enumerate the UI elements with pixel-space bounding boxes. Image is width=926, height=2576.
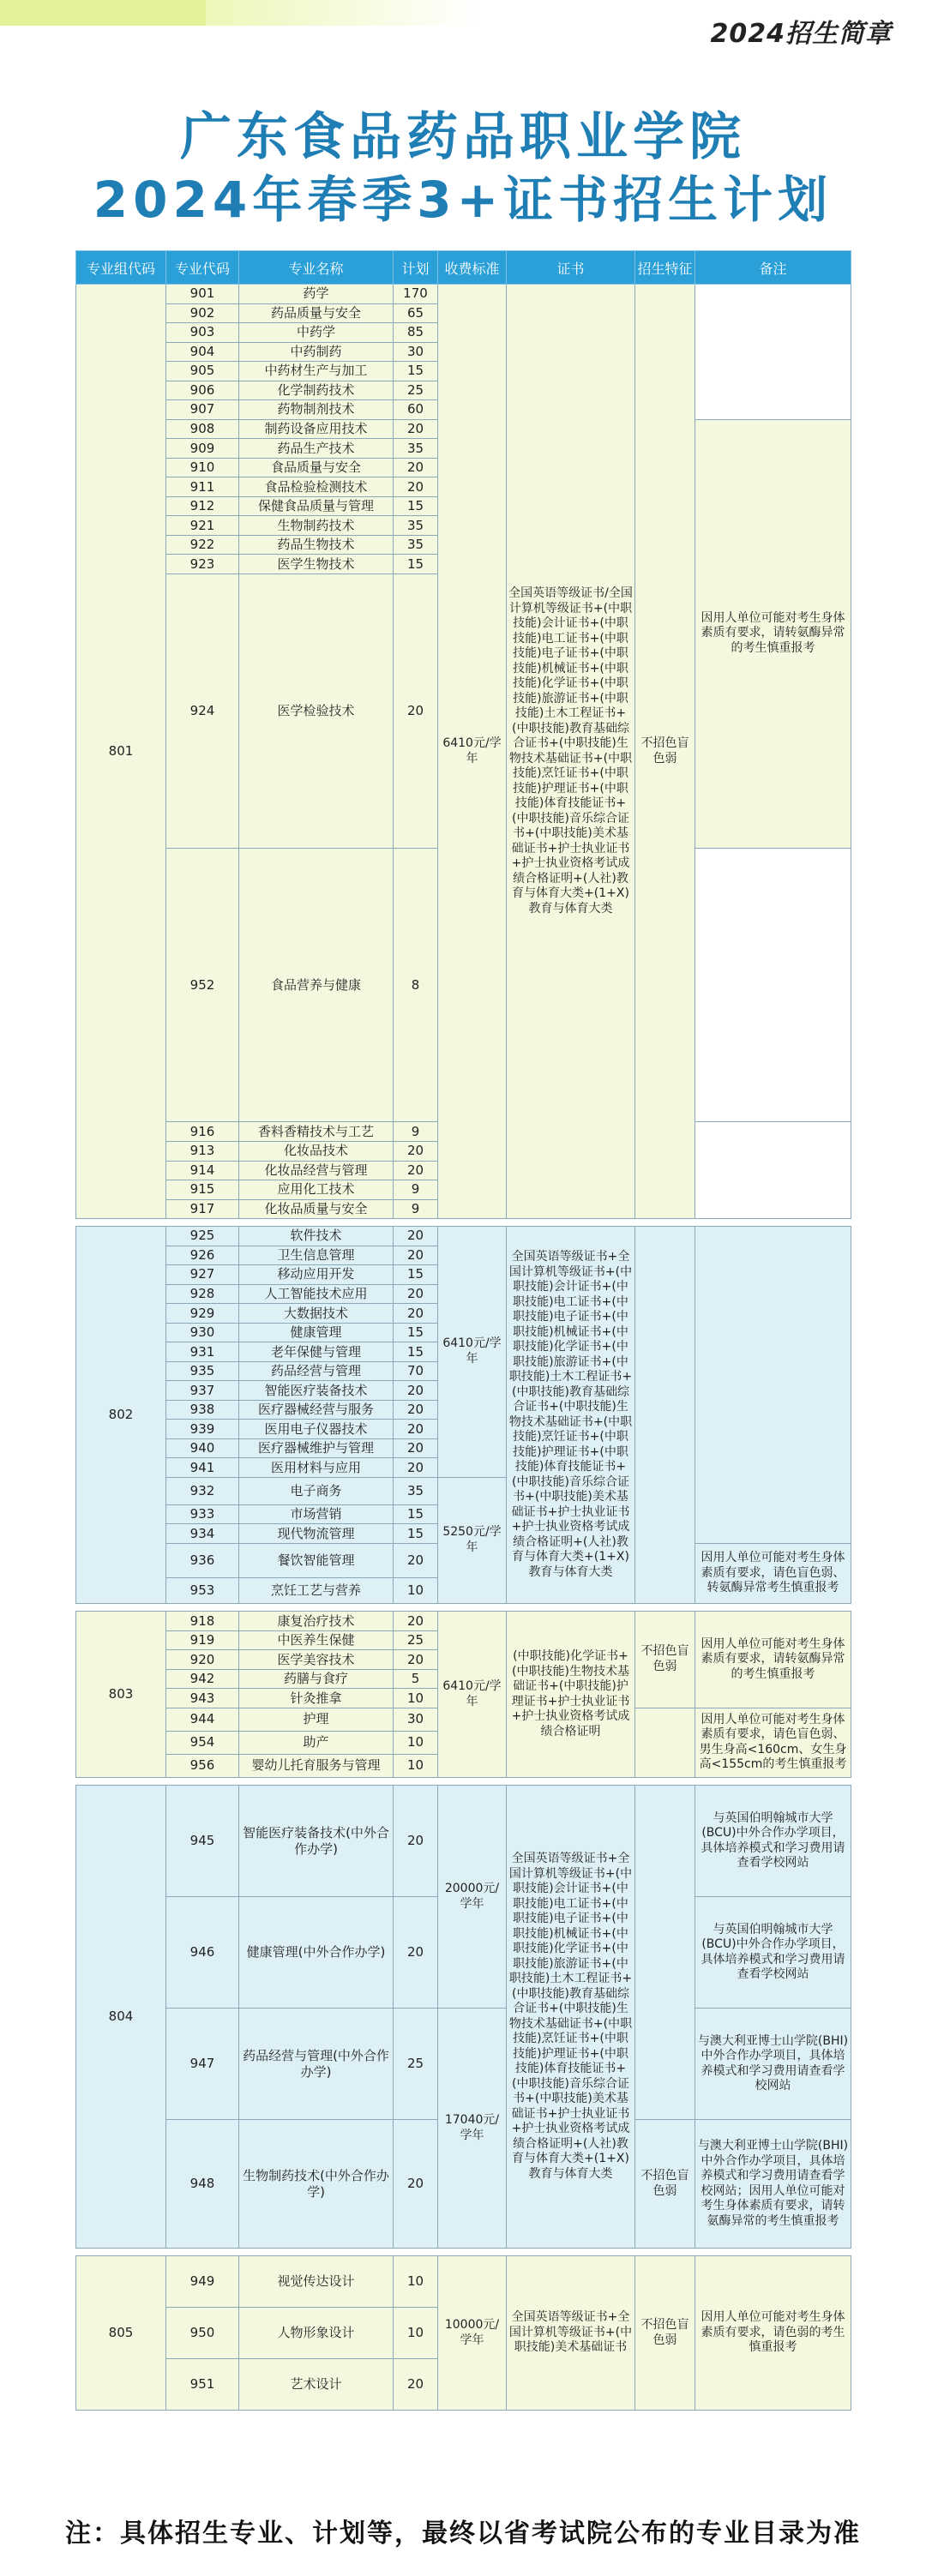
plan-count: 20 [394, 1304, 438, 1324]
col-header-plan: 计划 [394, 251, 438, 285]
group-code: 804 [76, 1786, 166, 2249]
cert-requirements: 全国英语等级证书/全国计算机等级证书+(中职技能)会计证书+(中职技能)电工证书+(中职技能)电子证书+(中职技能)机械证书+(中职技能)化学证书+(中职技能)旅游证书+(中职技能)土木工程证书+(中职技能)教育基础综合证书+(中职技能)生物技术基础证书+(中职技能)烹饪证书+(中职技能)护理证书+(中职技能)体育技能证书+(中职技能)音乐综合证书+(中职技能)美术基础证书+护士执业证书+护士执业资格考试成绩合格证明+(人社)教育与体育大类+(1+X)教育与体育大类 [507, 285, 635, 1219]
major-code: 907 [166, 400, 239, 420]
major-code: 946 [166, 1897, 239, 2009]
school-title: 广东食品药品职业学院 [180, 107, 746, 167]
note-color-liver: 因用人单位可能对考生身体素质有要求，请色盲色弱、转氨酶异常考生慎重报考 [695, 1543, 851, 1603]
plan-count: 35 [394, 535, 438, 555]
major-code: 943 [166, 1689, 239, 1708]
fee: 6410元/学年 [438, 1612, 507, 1778]
major-name: 化妆品经营与管理 [239, 1161, 394, 1180]
plan-count: 20 [394, 2120, 438, 2249]
major-name: 市场营销 [239, 1504, 394, 1524]
plan-count: 20 [394, 1786, 438, 1897]
major-code: 901 [166, 285, 239, 304]
col-header-cert: 证书 [507, 251, 635, 285]
major-name: 医学美容技术 [239, 1650, 394, 1670]
group-code: 801 [76, 285, 166, 1219]
major-code: 914 [166, 1161, 239, 1180]
plan-count: 20 [394, 1400, 438, 1420]
enroll-feature: 不招色盲色弱 [635, 2120, 695, 2249]
table-row [76, 285, 851, 304]
major-name: 移动应用开发 [239, 1265, 394, 1285]
fee: 6410元/学年 [438, 285, 507, 1219]
enroll-feature [635, 1708, 695, 1777]
table-row [76, 1612, 851, 1631]
major-name: 药学 [239, 285, 394, 304]
major-code: 937 [166, 1381, 239, 1401]
plan-count: 20 [394, 1438, 438, 1458]
major-code: 947 [166, 2009, 239, 2120]
major-code: 945 [166, 1786, 239, 1897]
note-partner: 与英国伯明翰城市大学(BCU)中外合作办学项目，具体培养模式和学习费用请查看学校网站 [695, 1786, 851, 1897]
major-name: 中药制药 [239, 342, 394, 362]
major-name: 现代物流管理 [239, 1524, 394, 1544]
major-name: 软件技术 [239, 1227, 394, 1246]
enroll-feature: 不招色盲色弱 [635, 285, 695, 1219]
major-code: 925 [166, 1227, 239, 1246]
note-partner: 与澳大利亚博士山学院(BHI)中外合作办学项目，具体培养模式和学习费用请查看学校网站 [695, 2009, 851, 2120]
note-partner: 与澳大利亚博士山学院(BHI)中外合作办学项目，具体培养模式和学习费用请查看学校网站；因用人单位可能对考生身体素质有要求，请转氨酶异常的考生慎重报考 [695, 2120, 851, 2249]
plan-count: 20 [394, 1897, 438, 2009]
major-code: 941 [166, 1458, 239, 1478]
group-gap [76, 1778, 851, 1786]
major-name: 助产 [239, 1731, 394, 1754]
plan-count: 15 [394, 1342, 438, 1362]
major-code: 933 [166, 1504, 239, 1524]
table-header-row [76, 251, 851, 285]
major-code: 909 [166, 439, 239, 459]
fee: 20000元/学年 [438, 1786, 507, 2009]
plan-count: 20 [394, 1161, 438, 1180]
major-code: 910 [166, 458, 239, 477]
major-code: 923 [166, 555, 239, 574]
plan-count: 10 [394, 1731, 438, 1754]
plan-count: 9 [394, 1122, 438, 1142]
plan-count: 70 [394, 1361, 438, 1381]
plan-count: 20 [394, 1650, 438, 1670]
plan-count: 20 [394, 1284, 438, 1304]
major-code: 921 [166, 516, 239, 536]
major-name: 医用电子仪器技术 [239, 1420, 394, 1439]
major-code: 915 [166, 1180, 239, 1200]
table-row [76, 1227, 851, 1246]
major-code: 902 [166, 303, 239, 323]
plan-count: 20 [394, 1246, 438, 1265]
group-code: 805 [76, 2256, 166, 2411]
note-colorweak: 因用人单位可能对考生身体素质有要求，请色弱的考生慎重报考 [695, 2256, 851, 2411]
major-name: 康复治疗技术 [239, 1612, 394, 1631]
major-name: 护理 [239, 1708, 394, 1731]
col-header-note: 备注 [695, 251, 851, 285]
major-code: 927 [166, 1265, 239, 1285]
top-bar-green [0, 0, 206, 26]
major-name: 药品质量与安全 [239, 303, 394, 323]
major-code: 912 [166, 496, 239, 516]
major-name: 中药材生产与加工 [239, 362, 394, 381]
major-code: 930 [166, 1323, 239, 1342]
major-code: 906 [166, 381, 239, 400]
major-code: 903 [166, 323, 239, 343]
plan-count: 15 [394, 1504, 438, 1524]
plan-count: 25 [394, 1630, 438, 1650]
major-name: 药物制剂技术 [239, 400, 394, 420]
col-header-group-code: 专业组代码 [76, 251, 166, 285]
major-name: 健康管理 [239, 1323, 394, 1342]
major-code: 944 [166, 1708, 239, 1731]
cert-requirements: 全国英语等级证书+全国计算机等级证书+(中职技能)会计证书+(中职技能)电工证书+(中职技能)电子证书+(中职技能)机械证书+(中职技能)化学证书+(中职技能)旅游证书+(中职技能)土木工程证书+(中职技能)教育基础综合证书+(中职技能)生物技术基础证书+(中职技能)烹饪证书+(中职技能)护理证书+(中职技能)体育技能证书+(中职技能)音乐综合证书+(中职技能)美术基础证书+护士执业证书+护士执业资格考试成绩合格证明+(人社)教育与体育大类+(1+X)教育与体育大类 [507, 1227, 635, 1604]
major-code: 939 [166, 1420, 239, 1439]
group-code: 802 [76, 1227, 166, 1604]
plan-count: 9 [394, 1199, 438, 1219]
note-liver: 因用人单位可能对考生身体素质有要求，请转氨酶异常的考生慎重报考 [695, 1612, 851, 1708]
table-row [76, 1786, 851, 1897]
plan-count: 20 [394, 2359, 438, 2411]
plan-count: 25 [394, 381, 438, 400]
major-code: 919 [166, 1630, 239, 1650]
table-row [76, 2009, 851, 2120]
major-name: 中医养生保健 [239, 1630, 394, 1650]
major-name: 食品质量与安全 [239, 458, 394, 477]
plan-count: 8 [394, 848, 438, 1122]
major-name: 食品营养与健康 [239, 848, 394, 1122]
major-name: 香料香精技术与工艺 [239, 1122, 394, 1142]
major-code: 920 [166, 1650, 239, 1670]
enroll-feature: 不招色盲色弱 [635, 1612, 695, 1708]
plan-count: 10 [394, 2256, 438, 2308]
fee: 5250元/学年 [438, 1477, 507, 1603]
enroll-feature [635, 1786, 695, 2120]
group-gap [76, 2249, 851, 2256]
plan-count: 15 [394, 496, 438, 516]
major-code: 935 [166, 1361, 239, 1381]
major-name: 医学检验技术 [239, 573, 394, 848]
major-name: 医用材料与应用 [239, 1458, 394, 1478]
plan-count: 15 [394, 362, 438, 381]
note-liver: 因用人单位可能对考生身体素质有要求，请转氨酶异常的考生慎重报考 [695, 419, 851, 848]
plan-count: 65 [394, 303, 438, 323]
note-blank [695, 285, 851, 420]
plan-count: 5 [394, 1669, 438, 1689]
enroll-feature: 不招色盲色弱 [635, 2256, 695, 2411]
plan-count: 35 [394, 1477, 438, 1504]
major-code: 952 [166, 848, 239, 1122]
plan-count: 15 [394, 1524, 438, 1544]
major-code: 940 [166, 1438, 239, 1458]
major-name: 药品经营与管理(中外合作办学) [239, 2009, 394, 2120]
brochure-tag: 2024招生简章 [710, 19, 892, 49]
plan-count: 20 [394, 573, 438, 848]
major-name: 生物制药技术 [239, 516, 394, 536]
major-name: 药品生物技术 [239, 535, 394, 555]
enroll-feature [635, 1227, 695, 1604]
major-code: 918 [166, 1612, 239, 1631]
major-code: 934 [166, 1524, 239, 1544]
major-name: 针灸推拿 [239, 1689, 394, 1708]
major-name: 婴幼儿托育服务与管理 [239, 1754, 394, 1777]
major-code: 932 [166, 1477, 239, 1504]
major-name: 应用化工技术 [239, 1180, 394, 1200]
col-header-fee: 收费标准 [438, 251, 507, 285]
plan-count: 20 [394, 477, 438, 497]
note-height: 因用人单位可能对考生身体素质有要求，请色盲色弱、男生身高<160cm、女生身高<155cm的考生慎重报考 [695, 1708, 851, 1777]
major-code: 913 [166, 1142, 239, 1162]
plan-count: 10 [394, 1754, 438, 1777]
plan-count: 15 [394, 1265, 438, 1285]
major-code: 956 [166, 1754, 239, 1777]
plan-count: 20 [394, 1612, 438, 1631]
major-name: 智能医疗装备技术 [239, 1381, 394, 1401]
major-code: 936 [166, 1543, 239, 1577]
note-blank [695, 1122, 851, 1219]
group-gap [76, 1219, 851, 1227]
plan-count: 20 [394, 1381, 438, 1401]
major-code: 905 [166, 362, 239, 381]
major-code: 917 [166, 1199, 239, 1219]
plan-count: 9 [394, 1180, 438, 1200]
major-name: 药品生产技术 [239, 439, 394, 459]
major-code: 926 [166, 1246, 239, 1265]
major-code: 950 [166, 2308, 239, 2359]
fee: 17040元/学年 [438, 2009, 507, 2249]
major-name: 人工智能技术应用 [239, 1284, 394, 1304]
plan-count: 10 [394, 1689, 438, 1708]
major-code: 911 [166, 477, 239, 497]
major-code: 924 [166, 573, 239, 848]
plan-count: 20 [394, 1420, 438, 1439]
major-name: 电子商务 [239, 1477, 394, 1504]
major-code: 916 [166, 1122, 239, 1142]
major-name: 大数据技术 [239, 1304, 394, 1324]
major-name: 保健食品质量与管理 [239, 496, 394, 516]
major-name: 药膳与食疗 [239, 1669, 394, 1689]
plan-count: 10 [394, 1577, 438, 1604]
plan-count: 20 [394, 458, 438, 477]
major-code: 904 [166, 342, 239, 362]
plan-count: 20 [394, 1543, 438, 1577]
major-name: 医疗器械维护与管理 [239, 1438, 394, 1458]
major-name: 化学制药技术 [239, 381, 394, 400]
group-gap [76, 1604, 851, 1612]
major-name: 卫生信息管理 [239, 1246, 394, 1265]
plan-count: 60 [394, 400, 438, 420]
cert-requirements: 全国英语等级证书+全国计算机等级证书+(中职技能)会计证书+(中职技能)电工证书+(中职技能)电子证书+(中职技能)机械证书+(中职技能)化学证书+(中职技能)旅游证书+(中职技能)土木工程证书+(中职技能)教育基础综合证书+(中职技能)生物技术基础证书+(中职技能)烹饪证书+(中职技能)护理证书+(中职技能)体育技能证书+(中职技能)音乐综合证书+(中职技能)美术基础证书+护士执业证书+护士执业资格考试成绩合格证明+(人社)教育与体育大类+(1+X)教育与体育大类 [507, 1786, 635, 2249]
major-code: 931 [166, 1342, 239, 1362]
footnote: 注：具体招生专业、计划等，最终以省考试院公布的专业目录为准 [65, 2519, 861, 2549]
major-name: 智能医疗装备技术(中外合作办学) [239, 1786, 394, 1897]
plan-count: 20 [394, 1142, 438, 1162]
plan-count: 35 [394, 516, 438, 536]
major-code: 938 [166, 1400, 239, 1420]
cert-requirements: 全国英语等级证书+全国计算机等级证书+(中职技能)美术基础证书 [507, 2256, 635, 2411]
plan-count: 20 [394, 1227, 438, 1246]
major-name: 艺术设计 [239, 2359, 394, 2411]
major-code: 922 [166, 535, 239, 555]
major-name: 中药学 [239, 323, 394, 343]
major-name: 化妆品质量与安全 [239, 1199, 394, 1219]
major-name: 制药设备应用技术 [239, 419, 394, 439]
col-header-major-code: 专业代码 [166, 251, 239, 285]
major-code: 953 [166, 1577, 239, 1604]
major-code: 948 [166, 2120, 239, 2249]
plan-count: 85 [394, 323, 438, 343]
major-name: 烹饪工艺与营养 [239, 1577, 394, 1604]
table-row [76, 2256, 851, 2308]
major-code: 942 [166, 1669, 239, 1689]
top-bar-fade [206, 0, 480, 26]
plan-count: 20 [394, 1458, 438, 1478]
major-code: 908 [166, 419, 239, 439]
plan-count: 170 [394, 285, 438, 304]
plan-count: 15 [394, 1323, 438, 1342]
major-name: 食品检验检测技术 [239, 477, 394, 497]
major-code: 954 [166, 1731, 239, 1754]
plan-count: 25 [394, 2009, 438, 2120]
plan-title: 2024年春季3+证书招生计划 [93, 171, 833, 229]
major-name: 健康管理(中外合作办学) [239, 1897, 394, 2009]
major-name: 医学生物技术 [239, 555, 394, 574]
major-name: 药品经营与管理 [239, 1361, 394, 1381]
major-name: 人物形象设计 [239, 2308, 394, 2359]
fee: 10000元/学年 [438, 2256, 507, 2411]
major-name: 老年保健与管理 [239, 1342, 394, 1362]
major-code: 929 [166, 1304, 239, 1324]
note-partner: 与英国伯明翰城市大学(BCU)中外合作办学项目，具体培养模式和学习费用请查看学校网站 [695, 1897, 851, 2009]
enrollment-plan-table [75, 250, 851, 2411]
plan-count: 30 [394, 342, 438, 362]
major-name: 医疗器械经营与服务 [239, 1400, 394, 1420]
plan-count: 10 [394, 2308, 438, 2359]
plan-count: 30 [394, 1708, 438, 1731]
plan-count: 35 [394, 439, 438, 459]
major-name: 生物制药技术(中外合作办学) [239, 2120, 394, 2249]
major-name: 化妆品技术 [239, 1142, 394, 1162]
fee: 6410元/学年 [438, 1227, 507, 1478]
plan-count: 20 [394, 419, 438, 439]
group-code: 803 [76, 1612, 166, 1778]
major-code: 951 [166, 2359, 239, 2411]
major-code: 928 [166, 1284, 239, 1304]
cert-requirements: (中职技能)化学证书+(中职技能)生物技术基础证书+(中职技能)护理证书+护士执业证书+护士执业资格考试成绩合格证明 [507, 1612, 635, 1778]
major-name: 视觉传达设计 [239, 2256, 394, 2308]
note-blank [695, 1227, 851, 1544]
major-name: 餐饮智能管理 [239, 1543, 394, 1577]
plan-count: 15 [394, 555, 438, 574]
major-code: 949 [166, 2256, 239, 2308]
col-header-major-name: 专业名称 [239, 251, 394, 285]
col-header-feature: 招生特征 [635, 251, 695, 285]
